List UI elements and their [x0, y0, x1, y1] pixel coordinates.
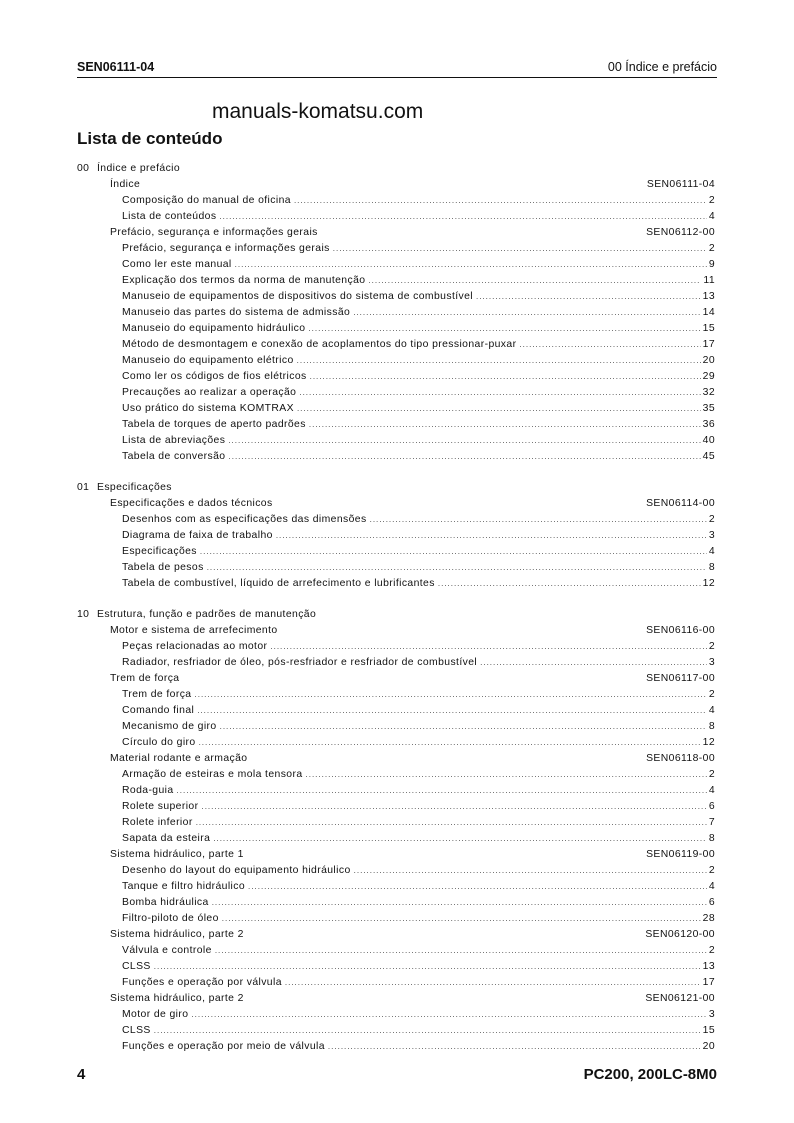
- dot-leader: [297, 354, 701, 368]
- toc-chapter: [110, 992, 715, 1006]
- toc-entry: [122, 242, 715, 256]
- dot-leader: [333, 242, 707, 256]
- dot-leader: [200, 545, 707, 559]
- toc-chapter: [110, 226, 715, 240]
- toc-entry: [122, 386, 715, 400]
- dot-leader: [248, 880, 707, 894]
- toc-entry: [122, 656, 715, 670]
- toc-entry-page: 17: [702, 977, 715, 988]
- toc-entry: [122, 545, 715, 559]
- toc-entry-page: 2: [708, 514, 715, 525]
- dot-leader: [480, 656, 707, 670]
- dot-leader: [215, 944, 707, 958]
- toc-entry-page: 36: [702, 419, 715, 430]
- toc-entry-label: Especificações: [122, 546, 197, 557]
- toc-chapter-label: Especificações e dados técnicos: [110, 498, 273, 509]
- toc-entry-page: 2: [708, 689, 715, 700]
- toc-entry-label: CLSS: [122, 1025, 151, 1036]
- toc-entry: [122, 402, 715, 416]
- toc-chapter: [110, 928, 715, 942]
- toc-entry: [122, 306, 715, 320]
- toc-entry-page: 17: [702, 339, 715, 350]
- toc-entry-page: 12: [702, 578, 715, 589]
- toc-section-number: 00: [77, 163, 90, 174]
- toc-entry: [122, 1008, 715, 1022]
- toc-chapter-code: SEN06118-00: [646, 753, 715, 764]
- toc-chapter: [110, 497, 715, 511]
- toc-chapter-code: SEN06111-04: [646, 179, 715, 190]
- dot-leader: [213, 832, 707, 846]
- toc-chapter-label: Trem de força: [110, 673, 180, 684]
- page-number: 4: [77, 1066, 86, 1083]
- page-title: Lista de conteúdo: [77, 129, 223, 148]
- toc-chapter: [110, 672, 715, 686]
- toc-entry-page: 29: [702, 371, 715, 382]
- toc-entry: [122, 370, 715, 384]
- toc-entry: [122, 784, 715, 798]
- toc-chapter-label: Sistema hidráulico, parte 1: [110, 849, 244, 860]
- model-name: PC200, 200LC-8M0: [583, 1066, 717, 1083]
- toc-entry-page: 12: [702, 737, 715, 748]
- toc-chapter-code: SEN06120-00: [645, 929, 715, 940]
- toc-entry-page: 35: [702, 403, 715, 414]
- toc-entry-page: 6: [708, 801, 715, 812]
- dot-leader: [229, 450, 701, 464]
- toc-entry-page: 6: [708, 897, 715, 908]
- toc-chapter-code: SEN06116-00: [646, 625, 715, 636]
- dot-leader: [228, 434, 700, 448]
- toc-entry-page: 2: [708, 769, 715, 780]
- dot-leader: [154, 1024, 701, 1038]
- dot-leader: [476, 290, 701, 304]
- toc-entry-page: 2: [708, 641, 715, 652]
- toc-entry: [122, 194, 715, 208]
- dot-leader: [195, 688, 707, 702]
- toc-section: [77, 162, 717, 176]
- toc-entry-label: Manuseio de equipamentos de dispositivos do sistema de combustível: [122, 291, 474, 302]
- toc-entry-label: Como ler este manual: [122, 259, 232, 270]
- toc-chapter-code: SEN06112-00: [646, 227, 715, 238]
- dot-leader: [222, 912, 701, 926]
- toc-entry-label: Filtro-piloto de óleo: [122, 913, 219, 924]
- toc-chapter-code: SEN06114-00: [646, 498, 715, 509]
- dot-leader: [201, 800, 706, 814]
- toc-entry-label: Motor de giro: [122, 1009, 189, 1020]
- toc-entry-label: Roda-guia: [122, 785, 174, 796]
- toc-entry-page: 7: [708, 817, 715, 828]
- toc-entry-label: Rolete superior: [122, 801, 199, 812]
- toc-chapter-code: SEN06117-00: [646, 673, 715, 684]
- toc-entry: [122, 816, 715, 830]
- toc-entry-label: Tabela de combustível, líquido de arrefecimento e lubrificantes: [122, 578, 435, 589]
- toc-entry-label: Círculo do giro: [122, 737, 196, 748]
- toc-chapter-label: Sistema hidráulico, parte 2: [110, 993, 244, 1004]
- toc-chapter: [110, 178, 715, 192]
- dot-leader: [285, 976, 701, 990]
- toc-section-label: Índice e prefácio: [97, 163, 181, 174]
- toc-entry-label: Precauções ao realizar a operação: [122, 387, 297, 398]
- toc-entry-page: 13: [702, 961, 715, 972]
- toc-entry-label: Composição do manual de oficina: [122, 195, 291, 206]
- dot-leader: [294, 194, 707, 208]
- toc-entry-page: 2: [708, 865, 715, 876]
- toc-entry: [122, 736, 715, 750]
- toc-entry: [122, 338, 715, 352]
- toc-chapter-label: Material rodante e armação: [110, 753, 248, 764]
- dot-leader: [235, 258, 707, 272]
- toc-entry-page: 45: [702, 451, 715, 462]
- toc-entry: [122, 450, 715, 464]
- toc-entry-page: 2: [708, 243, 715, 254]
- toc-entry: [122, 561, 715, 575]
- toc-entry: [122, 577, 715, 591]
- toc-entry: [122, 864, 715, 878]
- toc-entry-page: 8: [708, 721, 715, 732]
- toc-entry: [122, 768, 715, 782]
- section-title: 00 Índice e prefácio: [607, 60, 717, 74]
- toc-entry: [122, 1024, 715, 1038]
- toc-entry-page: 15: [702, 1025, 715, 1036]
- dot-leader: [354, 864, 707, 878]
- toc-entry-label: Trem de força: [122, 689, 192, 700]
- toc-entry: [122, 258, 715, 272]
- toc-entry: [122, 290, 715, 304]
- toc-entry-page: 8: [708, 833, 715, 844]
- toc-entry-label: Radiador, resfriador de óleo, pós-resfriador e resfriador de combustível: [122, 657, 478, 668]
- toc-entry: [122, 354, 715, 368]
- dot-leader: [196, 816, 707, 830]
- toc-entry-label: Sapata da esteira: [122, 833, 211, 844]
- toc-entry-label: Explicação dos termos da norma de manutenção: [122, 275, 366, 286]
- dot-leader: [368, 274, 701, 288]
- toc-entry: [122, 688, 715, 702]
- toc-entry-label: Uso prático do sistema KOMTRAX: [122, 403, 294, 414]
- dot-leader: [309, 418, 701, 432]
- dot-leader: [306, 768, 707, 782]
- toc-entry-label: Prefácio, segurança e informações gerais: [122, 243, 330, 254]
- dot-leader: [197, 704, 707, 718]
- toc-chapter-code: SEN06121-00: [645, 993, 715, 1004]
- dot-leader: [276, 529, 707, 543]
- toc-entry-page: 15: [702, 323, 715, 334]
- toc-entry-page: 4: [708, 705, 715, 716]
- toc-entry: [122, 800, 715, 814]
- dot-leader: [353, 306, 700, 320]
- toc-entry: [122, 529, 715, 543]
- toc-entry: [122, 912, 715, 926]
- dot-leader: [328, 1040, 701, 1054]
- toc-entry: [122, 720, 715, 734]
- toc-chapter: [110, 624, 715, 638]
- dot-leader: [299, 386, 700, 400]
- toc-entry-label: Manuseio do equipamento elétrico: [122, 355, 294, 366]
- toc-chapter-label: Prefácio, segurança e informações gerais: [110, 227, 318, 238]
- toc-entry: [122, 832, 715, 846]
- toc-entry-page: 3: [708, 1009, 715, 1020]
- toc-entry: [122, 322, 715, 336]
- toc-entry-label: Diagrama de faixa de trabalho: [122, 530, 273, 541]
- toc-entry-page: 32: [702, 387, 715, 398]
- dot-leader: [310, 370, 701, 384]
- toc-entry: [122, 434, 715, 448]
- toc-entry-label: Rolete inferior: [122, 817, 193, 828]
- toc-entry-label: Tabela de pesos: [122, 562, 204, 573]
- toc-entry-page: 20: [702, 355, 715, 366]
- toc-section: [77, 481, 717, 495]
- toc-entry: [122, 1040, 715, 1054]
- dot-leader: [270, 640, 706, 654]
- toc-chapter-label: Índice: [110, 179, 141, 190]
- toc-entry-label: Armação de esteiras e mola tensora: [122, 769, 303, 780]
- toc-entry-label: Lista de abreviações: [122, 435, 226, 446]
- toc-entry-label: Manuseio das partes do sistema de admissão: [122, 307, 351, 318]
- toc-entry-page: 2: [708, 195, 715, 206]
- toc-entry: [122, 896, 715, 910]
- toc-entry-page: 13: [702, 291, 715, 302]
- toc-entry: [122, 960, 715, 974]
- toc-entry-page: 4: [708, 211, 715, 222]
- toc-entry-page: 28: [702, 913, 715, 924]
- toc-entry-page: 3: [708, 530, 715, 541]
- toc-entry-page: 4: [708, 881, 715, 892]
- toc-entry-label: Desenho do layout do equipamento hidráulico: [122, 865, 351, 876]
- toc-entry-page: 40: [702, 435, 715, 446]
- dot-leader: [519, 338, 700, 352]
- toc-section-number: 01: [77, 482, 90, 493]
- dot-leader: [220, 720, 707, 734]
- dot-leader: [219, 210, 706, 224]
- toc-chapter: [110, 752, 715, 766]
- toc-entry-page: 20: [702, 1041, 715, 1052]
- dot-leader: [370, 513, 707, 527]
- toc-entry-label: Manuseio do equipamento hidráulico: [122, 323, 306, 334]
- dot-leader: [154, 960, 701, 974]
- dot-leader: [438, 577, 701, 591]
- dot-leader: [191, 1008, 706, 1022]
- toc-entry-label: CLSS: [122, 961, 151, 972]
- toc-entry-label: Funções e operação por meio de válvula: [122, 1041, 325, 1052]
- toc-entry-label: Tabela de conversão: [122, 451, 226, 462]
- toc-entry-page: 9: [708, 259, 715, 270]
- toc-entry: [122, 274, 715, 288]
- toc-entry-label: Tanque e filtro hidráulico: [122, 881, 246, 892]
- toc-section: [77, 608, 717, 622]
- dot-leader: [177, 784, 707, 798]
- toc-entry-label: Tabela de torques de aperto padrões: [122, 419, 306, 430]
- toc-chapter-code: SEN06119-00: [646, 849, 715, 860]
- document-code: SEN06111-04: [77, 60, 155, 74]
- toc-entry-label: Funções e operação por válvula: [122, 977, 282, 988]
- dot-leader: [297, 402, 701, 416]
- toc-entry-page: 4: [708, 546, 715, 557]
- toc-entry-label: Lista de conteúdos: [122, 211, 217, 222]
- toc-entry-page: 2: [708, 945, 715, 956]
- toc-entry-label: Desenhos com as especificações das dimensões: [122, 514, 367, 525]
- toc-entry-label: Comando final: [122, 705, 195, 716]
- toc-entry: [122, 640, 715, 654]
- toc-chapter-label: Sistema hidráulico, parte 2: [110, 929, 244, 940]
- toc-entry-page: 14: [702, 307, 715, 318]
- toc-entry-page: 11: [703, 275, 715, 286]
- toc-entry-page: 4: [708, 785, 715, 796]
- toc-section-label: Estrutura, função e padrões de manutenção: [97, 609, 317, 620]
- dot-leader: [199, 736, 701, 750]
- toc-entry: [122, 418, 715, 432]
- toc-entry-page: 3: [708, 657, 715, 668]
- dot-leader: [212, 896, 707, 910]
- toc-entry: [122, 880, 715, 894]
- toc-entry-label: Mecanismo de giro: [122, 721, 217, 732]
- toc-entry: [122, 704, 715, 718]
- toc-chapter: [110, 848, 715, 862]
- toc-entry: [122, 513, 715, 527]
- toc-section-number: 10: [77, 609, 90, 620]
- toc-entry-label: Válvula e controle: [122, 945, 212, 956]
- toc-entry: [122, 976, 715, 990]
- toc-section-label: Especificações: [97, 482, 172, 493]
- dot-leader: [207, 561, 707, 575]
- toc-entry-label: Peças relacionadas ao motor: [122, 641, 268, 652]
- toc-entry-label: Como ler os códigos de fios elétricos: [122, 371, 307, 382]
- toc-entry-label: Bomba hidráulica: [122, 897, 209, 908]
- toc-entry-label: Método de desmontagem e conexão de acoplamentos do tipo pressionar-puxar: [122, 339, 517, 350]
- toc-entry: [122, 944, 715, 958]
- dot-leader: [308, 322, 700, 336]
- toc-chapter-label: Motor e sistema de arrefecimento: [110, 625, 278, 636]
- watermark-text: manuals-komatsu.com: [212, 100, 424, 123]
- toc-entry: [122, 210, 715, 224]
- toc-entry-page: 8: [708, 562, 715, 573]
